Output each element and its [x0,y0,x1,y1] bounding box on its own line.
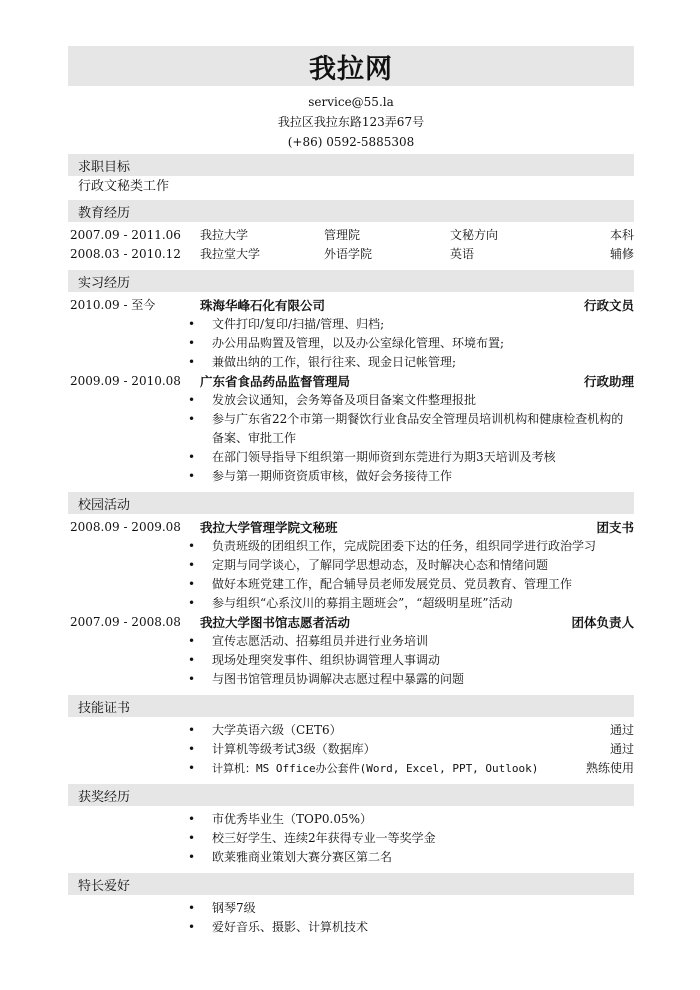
bullet-item: • 参与组织“心系汶川的募捐主题班会”，“超级明星班”活动 [200,594,634,613]
section-education: 教育经历 [68,200,634,222]
education-row [68,245,634,264]
edu-college: 管理院 [324,228,361,242]
internship-entry [68,372,634,486]
hobby-item: • 爱好音乐、摄影、计算机技术 [200,918,634,937]
bullet-item: • 文件打印/复印/扫描/管理、归档; [200,315,634,334]
entry-role: 团支书 [596,520,634,535]
section-internship: 实习经历 [68,270,634,292]
education-row [68,226,634,245]
bullet-item: • 宣传志愿活动、招募组员并进行业务培训 [200,632,634,651]
bullet-item: • 做好本班党建工作，配合辅导员老师发展党员、党员教育、管理工作 [200,575,634,594]
bullet-item: • 办公用品购置及管理，以及办公室绿化管理、环境布置; [200,334,634,353]
section-objective: 求职目标 [68,154,634,176]
section-awards: 获奖经历 [68,784,634,806]
internship-entry [68,296,634,372]
skill-text: 大学英语六级（CET6） [212,723,342,737]
entry-period: 2007.09 - 2008.08 [70,615,181,629]
award-item: • 欧莱雅商业策划大赛分赛区第二名 [200,848,634,867]
contact-address: 我拉区我拉东路123弄67号 [277,115,425,129]
entry-org: 我拉大学图书馆志愿者活动 [200,615,351,630]
contact-email: service@55.la [308,95,394,109]
section-skills: 技能证书 [68,695,634,717]
name-header [68,46,634,86]
skill-result: 熟练使用 [585,761,634,775]
skill-item [200,721,634,740]
bullet-item: • 与图书馆管理员协调解决志愿过程中暴露的问题 [200,670,634,689]
resume-page [68,46,634,937]
bullet-item: • 负责班级的团组织工作，完成院团委下达的任务，组织同学进行政治学习 [200,537,634,556]
bullet-item: • 定期与同学谈心，了解同学思想动态，及时解决心态和情绪问题 [200,556,634,575]
bullet-item: • 现场处理突发事件、组织协调管理人事调动 [200,651,634,670]
edu-major: 英语 [450,247,475,261]
edu-degree: 辅修 [609,247,634,261]
entry-org: 珠海华峰石化有限公司 [200,298,326,313]
entry-role: 行政助理 [583,374,634,389]
entry-role: 行政文员 [583,298,634,313]
section-hobbies: 特长爱好 [68,873,634,895]
skill-item [200,740,634,759]
section-campus: 校园活动 [68,492,634,514]
skill-text: 计算机：MS Office办公套件(Word, Excel, PPT, Outlook) [212,762,539,775]
contact-block [68,92,634,152]
edu-degree: 本科 [609,228,634,242]
awards-list [68,810,634,867]
edu-college: 外语学院 [324,247,373,261]
skill-result: 通过 [609,742,634,756]
edu-period: 2007.09 - 2011.06 [70,228,181,242]
objective-text: 行政文秘类工作 [78,179,170,194]
entry-role: 团体负责人 [571,615,634,630]
entry-period: 2009.09 - 2010.08 [70,374,181,388]
entry-period: 2008.09 - 2009.08 [70,520,181,534]
award-item: • 校三好学生、连续2年获得专业一等奖学金 [200,829,634,848]
entry-org: 广东省食品药品监督管理局 [200,374,351,389]
hobby-item: • 钢琴7级 [200,899,634,918]
bullet-item: • 参与广东省22个市第一期餐饮行业食品安全管理员培训机构和健康检查机构的备案、审批工作 [200,410,634,448]
bullet-item: • 在部门领导指导下组织第一期师资到东莞进行为期3天培训及考核 [200,448,634,467]
bullet-item: • 兼做出纳的工作，银行往来、现金日记帐管理; [200,353,634,372]
contact-phone: (+86) 0592-5885308 [287,135,415,149]
hobbies-list [68,899,634,937]
edu-major: 文秘方向 [450,228,499,242]
entry-org: 我拉大学管理学院文秘班 [200,520,338,535]
edu-school: 我拉大学 [200,228,249,242]
edu-school: 我拉堂大学 [200,247,261,261]
award-item: • 市优秀毕业生（TOP0.05%） [200,810,634,829]
candidate-name: 我拉网 [309,53,393,85]
bullet-item: • 参与第一期师资资质审核，做好会务接待工作 [200,467,634,486]
edu-period: 2008.03 - 2010.12 [70,247,181,261]
skill-item [200,759,634,778]
skills-list [68,721,634,778]
skill-result: 通过 [609,723,634,737]
entry-period: 2010.09 - 至今 [70,298,156,312]
campus-entry [68,518,634,613]
bullet-item: • 发放会议通知，会务筹备及项目备案文件整理报批 [200,391,634,410]
campus-entry [68,613,634,689]
skill-text: 计算机等级考试3级（数据库） [212,742,376,756]
